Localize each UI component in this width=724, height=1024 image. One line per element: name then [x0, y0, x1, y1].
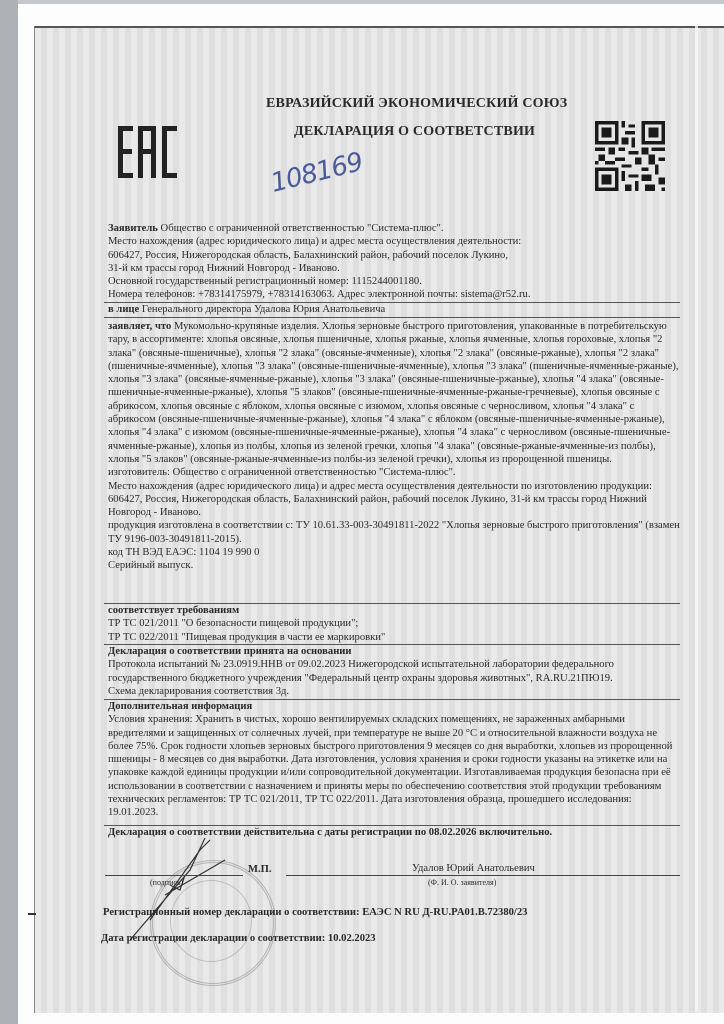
- scan-left-border: [0, 0, 18, 1024]
- requirement-item: ТР ТС 022/2011 "Пищевая продукция в части ее маркировки": [108, 631, 386, 643]
- paper-fold: [695, 26, 698, 1011]
- applicant-address-line1: 606427, Россия, Нижегородская область, Балахнинский район, рабочий поселок Лукино,: [108, 249, 509, 261]
- basis-label: Декларация о соответствии принята на основании: [108, 646, 352, 657]
- manufacturer: изготовитель: Общество с ограниченной ответственностью "Система-плюс".: [108, 467, 456, 479]
- validity-statement: Декларация о соответствии действительна с даты регистрации по 08.02.2026 включительно.: [108, 827, 553, 838]
- applicant-block: [108, 222, 680, 302]
- registration-number: Регистрационный номер декларации о соответствии: ЕАЭС N RU Д-RU.PA01.B.72380/23: [103, 907, 528, 918]
- applicant-label: Заявитель: [108, 223, 158, 234]
- applicant-name: Общество с ограниченной ответственностью "Система-плюс".: [157, 223, 444, 234]
- additional-block: [108, 700, 680, 820]
- applicant-ogrn: Основной государственный регистрационный номер: 1115244001180.: [108, 276, 422, 288]
- divider: [104, 317, 680, 318]
- applicant-address-line2: 31-й км трассы город Нижний Новгород - Иваново.: [108, 262, 340, 274]
- declares-block: [108, 320, 680, 573]
- applicant-signatory-name: Удалов Юрий Анатольевич: [412, 863, 535, 874]
- product-standard: продукция изготовлена в соответствии с: ТУ 10.61.33-003-30491811-2022 "Хлопья зерновые быстрого приготовления" (взамен ТУ 9196-003-30491811-2015).: [108, 520, 680, 545]
- union-title: ЕВРАЗИЙСКИЙ ЭКОНОМИЧЕСКИЙ СОЮЗ: [266, 96, 568, 111]
- registration-date: Дата регистрации декларации о соответствии: 10.02.2023: [101, 933, 376, 944]
- scan-top-border: [18, 0, 724, 4]
- requirement-item: ТР ТС 021/2011 "О безопасности пищевой продукции";: [108, 618, 359, 630]
- requirements-block: [108, 604, 680, 644]
- name-line: [286, 875, 680, 876]
- product-description: Мукомольно-крупяные изделия. Хлопья зерновые быстрого приготовления, упакованные в потребительскую тару, в ассортименте: хлопья овсяные, хлопья пшеничные, хлопья ржаные, хлопья ячменные, хлопья гороховые, хлопья "2 злака" (овсяные-пшеничные), хлопья "2 злака" (овсяные-ячменные), хлопья "2 злака" (овсяные-ржаные), хлопья "2 злака" (пшеничные-ячменные), хлопья "3 злака" (овсяные-пшеничные-ячменные), хлопья "3 злака" (пшеничные-ячменные-ржаные), хлопья "3 злака" (овсяные-ячменные-ржаные), хлопья "3 злака" (овсяные-пшеничные-ржаные), хлопья "4 злака" (овсяные-пшеничные-ячменные-ржаные), хлопья "5 злаков" (овсяные-пшеничные-ячменные-ржаные-гречневые), хлопья овсяные с абрикосом, хлопья овсяные с яблоком, хлопья овсяные с изюмом, хлопья овсяные с черносливом, хлопья "4 злака" с абрикосом (овсяные-пшеничные-ячменные-ржаные), хлопья "4 злака" с яблоком (овсяные-пшеничные-ячменные-ржаные), хлопья "4 злака" с изюмом (овсяные-пшеничные-ячменные-ржаные), хлопья "4 злака" с черносливом (овсяные-пшеничные-ячменные-ржаные), хлопья из полбы, хлопья из зеленой гречки, хлопья "4 злака" (овсяные-ржаные-ячменные-из полбы), хлопья "5 злаков" (овсяные-ржаные-ячменные-из полбы-из зеленой гречки), хлопья из пророщенной пшеницы.: [108, 321, 679, 465]
- signature-caption: (подпись): [150, 878, 184, 887]
- applicant-contacts: Номера телефонов: +78314175979, +78314163063. Адрес электронной почты: sistema@r52.ru.: [108, 289, 531, 301]
- additional-text: Условия хранения: Хранить в чистых, хорошо вентилируемых складских помещениях, не зараженных амбарными вредителями и защищенных от солнечных лучей, при температуре не выше 20 °С и относительной влажности воздуха не более 75%. Срок годности хлопьев зерновых быстрого приготовления 9 месяцев со дня выработки, хлопьев из пророщенной пшеницы - 8 месяцев со дня выработки. Дата изготовления, условия хранения и сроки годности указаны на этикетке или на упаковке каждой единицы продукции и/или сопроводительной документации. Изготавливаемая продукция безопасна при её использовании в соответствии с назначением и приняты меры по обеспечению соответствия этой продукции требованиям технических регламентов: ТР ТС 021/2011, ТР ТС 022/2011. Дата изготовления образца, прошедшего исследования: 19.01.2023.: [108, 714, 673, 819]
- name-caption: (Ф. И. О. заявителя): [428, 878, 497, 887]
- signature-icon: [130, 830, 250, 940]
- signature-line: [105, 875, 243, 876]
- additional-label: Дополнительная информация: [108, 701, 253, 712]
- seal-label: М.П.: [248, 864, 272, 875]
- basis-scheme: Схема декларирования соответствия 3д.: [108, 685, 290, 697]
- qr-code-icon: [595, 121, 665, 191]
- requirements-label: соответствует требованиям: [108, 605, 240, 616]
- applicant-address-label: Место нахождения (адрес юридического лица) и адрес места осуществления деятельности:: [108, 236, 522, 248]
- representative-label: в лице: [108, 304, 140, 315]
- hs-code: код ТН ВЭД ЕАЭС: 1104 19 990 0: [108, 547, 260, 559]
- representative-name: Генерального директора Удалова Юрия Анатольевича: [139, 304, 386, 315]
- representative-line: [108, 303, 680, 316]
- eac-logo-icon: [118, 126, 178, 178]
- declares-label: заявляет, что: [108, 321, 172, 332]
- release-type: Серийный выпуск.: [108, 560, 194, 572]
- manufacturer-address: Место нахождения (адрес юридического лица) и адрес места осуществления деятельности по изготовлению продукции: 606427, Россия, Нижегородская область, Балахнинский район, рабочий поселок Лукино, 31-й км трассы город Нижний Новгород - Иваново.: [108, 480, 652, 519]
- basis-block: [108, 645, 680, 698]
- scan-mark: [28, 913, 36, 915]
- handwritten-number: 108169: [267, 147, 366, 199]
- declaration-title: ДЕКЛАРАЦИЯ О СООТВЕТСТВИИ: [294, 124, 536, 139]
- basis-text: Протокола испытаний № 23.0919.ННВ от 09.02.2023 Нижегородской испытательной лаборатории федерального государственного бюджетного учреждения "Федеральный центр охраны здоровья животных", RA.RU.21ПЮ19.: [108, 659, 614, 684]
